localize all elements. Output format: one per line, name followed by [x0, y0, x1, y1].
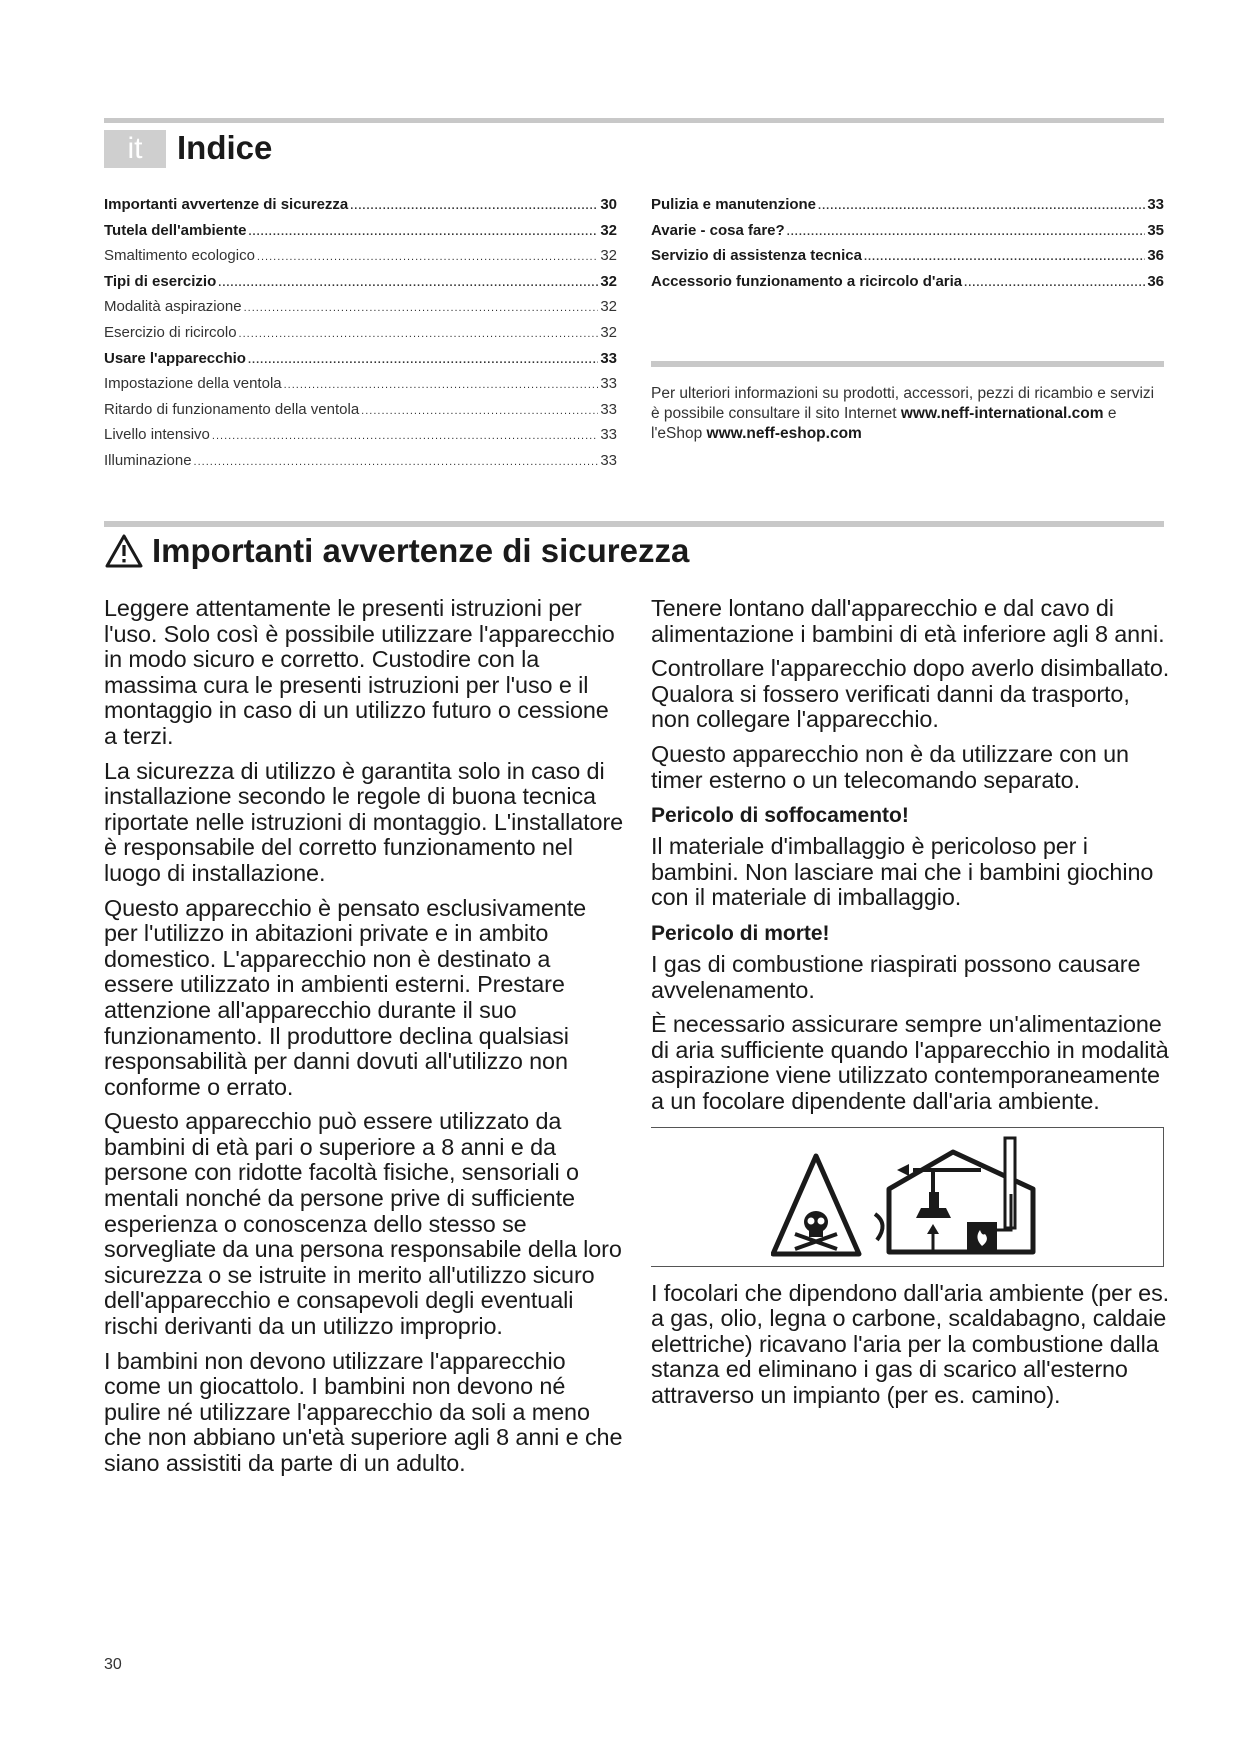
- toc-entry-title: Importanti avvertenze di sicurezza: [104, 196, 349, 213]
- no-timer-paragraph: Questo apparecchio non è da utilizzare con un timer esterno o un telecomando separato.: [651, 740, 1129, 793]
- toc-entry[interactable]: [104, 401, 617, 427]
- toc-entry[interactable]: [651, 247, 1164, 273]
- info-url-eshop[interactable]: www.neff-eshop.com: [706, 425, 862, 442]
- toc-entry-title: Smaltimento ecologico: [104, 247, 255, 265]
- toc-entry[interactable]: [104, 222, 617, 248]
- toc-dot-leader: [350, 200, 598, 212]
- info-rule: [651, 361, 1164, 367]
- toc-entry-title: Tipi di esercizio: [104, 272, 217, 290]
- page-number: 30: [104, 1656, 122, 1673]
- death-heading: Pericolo di morte!: [651, 921, 830, 945]
- section-rule: [104, 521, 1164, 527]
- toc-entry-page: 35: [1147, 221, 1164, 239]
- toc-dot-leader: [194, 456, 599, 468]
- toc-entry[interactable]: [104, 452, 617, 478]
- toc-entry-title: Accessorio funzionamento a ricircolo d'aria: [651, 272, 963, 290]
- toc-dot-leader: [248, 354, 598, 366]
- toc-entry-title: Illuminazione: [104, 451, 192, 469]
- toc-entry[interactable]: [104, 375, 617, 401]
- toc-dot-leader: [239, 328, 599, 340]
- toc-entry-page: 33: [600, 375, 617, 393]
- poison-hazard-illustration: [771, 1134, 1061, 1262]
- toc-entry[interactable]: [651, 273, 1164, 299]
- toc-entry[interactable]: [104, 426, 617, 452]
- toc-dot-leader: [212, 430, 598, 442]
- toc-entry-page: 36: [1147, 247, 1164, 265]
- warning-triangle-icon: [104, 533, 144, 569]
- toc-entry-page: 32: [600, 298, 617, 316]
- info-middle: e l'eShop: [651, 405, 1117, 442]
- toc-dot-leader: [818, 200, 1145, 212]
- toc-dot-leader: [787, 226, 1146, 238]
- suffocation-heading: Pericolo di soffocamento!: [651, 804, 909, 828]
- toc-right-column: [651, 196, 1164, 298]
- safety-paragraph: Leggere attentamente le presenti istruzioni per l'uso. Solo così è possibile utilizzare l'apparecchio in modo sicuro e corretto. Custodire con la massima cura le presenti istruzioni per l'uso e il montaggio in caso di un utilizzo futuro o cessione a terzi.: [104, 595, 615, 749]
- toc-entry-title: Impostazione della ventola: [104, 375, 282, 393]
- toc-entry-page: 32: [600, 272, 617, 290]
- toc-entry-title: Tutela dell'ambiente: [104, 221, 247, 239]
- info-url-international[interactable]: www.neff-international.com: [900, 405, 1104, 422]
- toc-entry-title: Livello intensivo: [104, 426, 210, 444]
- toc-dot-leader: [284, 379, 599, 391]
- safety-title: Importanti avvertenze di sicurezza: [152, 532, 690, 569]
- room-air-appliances-paragraph: I focolari che dipendono dall'aria ambiente (per es. a gas, olio, legna o carbone, scaldabagno, caldaie elettriche) ricavano l'aria per la combustione dalla stanza ed eliminano i gas di scarico all'esterno attraverso un impianto (per es. camino).: [651, 1279, 1170, 1408]
- toc-entry-title: Usare l'apparecchio: [104, 349, 246, 367]
- toc-entry[interactable]: [651, 222, 1164, 248]
- suffocation-paragraph: Il materiale d'imballaggio è pericoloso per i bambini. Non lasciare mai che i bambini giochino con il materiale di imballaggio.: [651, 833, 1154, 911]
- toc-entry[interactable]: [651, 196, 1164, 222]
- inspect-unpacking-paragraph: Controllare l'apparecchio dopo averlo disimballato. Qualora si fossero verificati danni da trasporto, non collegare l'apparecchio.: [651, 655, 1170, 733]
- safety-left-column: [104, 596, 624, 1486]
- toc-entry[interactable]: [104, 350, 617, 376]
- toc-entry-page: 33: [600, 426, 617, 444]
- toc-entry-page: 32: [600, 247, 617, 265]
- toc-entry-page: 32: [600, 221, 617, 239]
- toc-entry[interactable]: [104, 247, 617, 273]
- toc-entry-title: Avarie - cosa fare?: [651, 221, 785, 239]
- toc-entry-page: 32: [600, 323, 617, 341]
- air-supply-paragraph: È necessario assicurare sempre un'alimentazione di aria sufficiente quando l'apparecchio in modalità aspirazione viene utilizzato contemporaneamente a un focolare dipendente dall'aria ambiente.: [651, 1011, 1169, 1114]
- toc-entry-page: 33: [600, 451, 617, 469]
- toc-entry-page: 33: [600, 400, 617, 418]
- safety-paragraph: I bambini non devono utilizzare l'apparecchio come un giocattolo. I bambini non devono né pulire né utilizzare l'apparecchio da soli a meno che non abbiano un'età superiore agli 8 anni e che siano assistiti da parte di un adulto.: [104, 1347, 623, 1476]
- info-note: [651, 384, 1164, 444]
- toc-entry-title: Ritardo di funzionamento della ventola: [104, 400, 360, 418]
- toc-entry[interactable]: [104, 324, 617, 350]
- index-title: Indice: [177, 129, 273, 166]
- toc-dot-leader: [361, 405, 598, 417]
- toc-left-column: [104, 196, 617, 478]
- toc-entry-title: Servizio di assistenza tecnica: [651, 247, 862, 265]
- toc-entry[interactable]: [104, 196, 617, 222]
- toc-entry-title: Pulizia e manutenzione: [651, 196, 817, 213]
- safety-paragraph: Questo apparecchio è pensato esclusivamente per l'utilizzo in abitazioni private e in ambito domestico. L'apparecchio non è destinato a essere utilizzato in ambienti esterni. Prestare attenzione all'apparecchio durante il suo funzionamento. Il produttore declina qualsiasi responsabilità per danni dovuti all'utilizzo non conforme o errato.: [104, 894, 587, 1100]
- safety-paragraph: La sicurezza di utilizzo è garantita solo in caso di installazione secondo le regole di buona tecnica riportate nelle istruzioni di montaggio. L'installatore è responsabile del corretto funzionamento nel luogo di installazione.: [104, 757, 624, 886]
- toc-dot-leader: [864, 251, 1145, 263]
- header-rule: [104, 118, 1164, 123]
- toc-dot-leader: [249, 226, 599, 238]
- toc-entry-page: 30: [600, 196, 617, 213]
- combustion-gas-paragraph: I gas di combustione riaspirati possono causare avvelenamento.: [651, 950, 1141, 1003]
- safety-right-column: [651, 596, 1171, 1417]
- toc-dot-leader: [964, 277, 1145, 289]
- toc-entry-page: 36: [1147, 272, 1164, 290]
- toc-entry-title: Esercizio di ricircolo: [104, 323, 237, 341]
- toc-entry[interactable]: [104, 273, 617, 299]
- children-cable-paragraph: Tenere lontano dall'apparecchio e dal cavo di alimentazione i bambini di età inferiore agli 8 anni.: [651, 595, 1165, 647]
- toc-entry[interactable]: [104, 298, 617, 324]
- toc-entry-page: 33: [600, 349, 617, 367]
- language-badge: it: [104, 130, 166, 168]
- safety-paragraph: Questo apparecchio può essere utilizzato da bambini di età pari o superiore a 8 anni e da persone con ridotte facoltà fisiche, sensoriali o mentali nonché da persone prive di sufficiente esperienza o conoscenza dello stesso se sorvegliate da una persona responsabile della loro sicurezza o se istruite in merito all'utilizzo sicuro dell'apparecchio e consapevoli degli eventuali rischi derivanti da un utilizzo improprio.: [104, 1108, 622, 1340]
- safety-heading: [104, 528, 689, 574]
- toc-dot-leader: [244, 302, 599, 314]
- toc-dot-leader: [257, 251, 598, 263]
- toc-entry-title: Modalità aspirazione: [104, 298, 242, 316]
- combustion-warning-figure: [651, 1127, 1164, 1267]
- toc-dot-leader: [218, 277, 598, 289]
- info-text: Per ulteriori informazioni su prodotti, accessori, pezzi di ricambio e servizi è possibile consultare il sito Internet: [651, 385, 1155, 422]
- toc-entry-page: 33: [1147, 196, 1164, 213]
